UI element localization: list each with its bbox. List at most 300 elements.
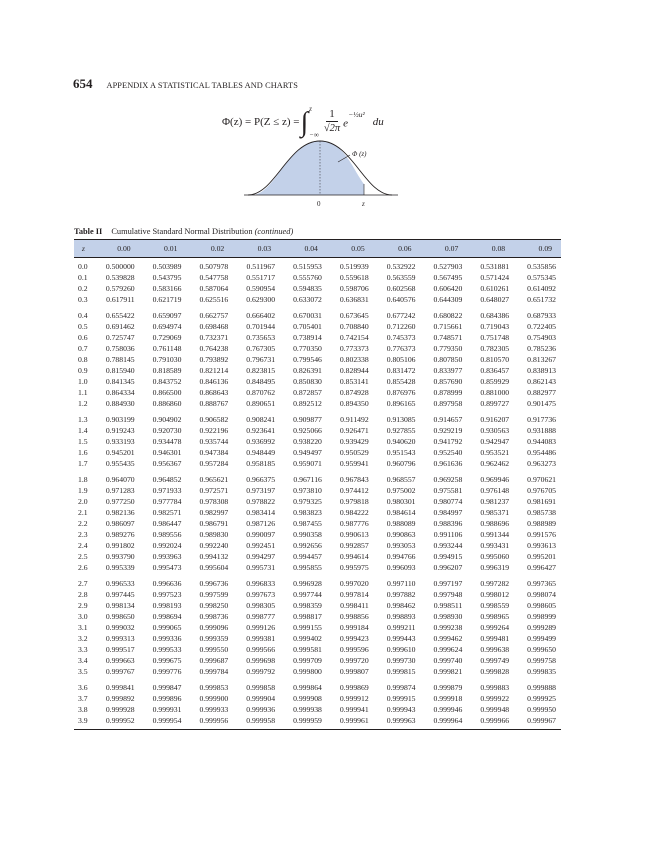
table-row [74,387,561,398]
probability-cell: 0.945201 [105,448,135,457]
probability-cell: 0.999963 [374,715,421,730]
probability-cell: 0.971933 [152,486,182,495]
probability-cell: 0.985371 [480,508,510,517]
probability-cell: 0.551717 [246,273,276,282]
table-row [74,398,561,409]
probability-cell: 0.968557 [386,475,416,484]
probability-cell: 0.946301 [152,448,182,457]
probability-cell: 0.963273 [527,459,556,468]
table-row [74,562,561,573]
column-header: 0.07 [421,240,468,258]
probability-cell: 0.773373 [339,344,369,353]
probability-cell: 0.579260 [105,284,135,293]
probability-cell: 0.934478 [152,437,182,446]
probability-cell: 0.999730 [386,656,416,665]
probability-cell: 0.925066 [293,426,322,435]
table-row [74,655,561,666]
probability-cell: 0.715661 [433,322,463,331]
z-value-cell: 2.7 [78,579,88,588]
probability-cell: 0.999883 [480,683,510,692]
probability-cell: 0.999423 [339,634,369,643]
probability-cell: 0.751748 [480,333,510,342]
z-value-cell: 3.5 [78,667,88,676]
probability-cell: 0.993790 [105,552,135,561]
probability-cell: 0.996736 [199,579,229,588]
probability-cell: 0.621719 [152,295,182,304]
probability-cell: 0.931888 [527,426,556,435]
probability-cell: 0.995060 [480,552,510,561]
table-row [74,294,561,305]
probability-cell: 0.999869 [339,683,369,692]
column-header: 0.08 [467,240,514,258]
probability-cell: 0.999687 [199,656,229,665]
probability-cell: 0.959071 [293,459,322,468]
probability-cell: 0.868643 [199,388,229,397]
probability-cell: 0.998893 [386,612,416,621]
probability-cell: 0.992024 [152,541,182,550]
probability-cell: 0.983414 [246,508,276,517]
table-row [74,258,561,273]
probability-cell: 0.999853 [199,683,229,692]
probability-cell: 0.866500 [152,388,182,397]
probability-cell: 0.761148 [152,344,182,353]
probability-cell: 0.876976 [386,388,416,397]
probability-cell: 0.993613 [527,541,556,550]
probability-cell: 0.999941 [339,705,369,714]
probability-cell: 0.793892 [199,355,229,364]
probability-cell: 0.644309 [433,295,463,304]
probability-cell: 0.909877 [293,415,322,424]
probability-cell: 0.999359 [199,634,229,643]
probability-cell: 0.904902 [152,415,182,424]
table-row [74,272,561,283]
z-value-cell: 1.7 [78,459,88,468]
probability-cell: 0.954486 [527,448,556,457]
probability-cell: 0.999289 [527,623,556,632]
z-value-cell: 3.4 [78,656,88,665]
column-header: 0.05 [327,240,374,258]
probability-cell: 0.999517 [105,645,135,654]
probability-cell: 0.908241 [246,415,276,424]
probability-cell: 0.999954 [140,715,187,730]
probability-cell: 0.999896 [152,694,182,703]
probability-cell: 0.884930 [105,399,135,408]
probability-cell: 0.999709 [293,656,322,665]
probability-cell: 0.999462 [433,634,463,643]
table-row [74,343,561,354]
probability-cell: 0.994457 [293,552,322,561]
probability-cell: 0.927855 [386,426,416,435]
probability-cell: 0.981237 [480,497,510,506]
probability-cell: 0.930563 [480,426,510,435]
probability-cell: 0.917736 [527,415,556,424]
probability-cell: 0.973810 [293,486,322,495]
probability-cell: 0.999784 [199,667,229,676]
normal-curve-figure [240,138,410,210]
column-header-z: z [74,240,93,258]
probability-cell: 0.999698 [246,656,276,665]
probability-cell: 0.916207 [480,415,510,424]
probability-cell: 0.503989 [152,262,182,271]
probability-cell: 0.999918 [433,694,463,703]
table-row [74,458,561,469]
probability-cell: 0.997882 [386,590,416,599]
probability-cell: 0.961636 [433,459,463,468]
probability-cell: 0.999211 [386,623,416,632]
probability-cell: 0.998411 [340,601,369,610]
probability-cell: 0.999720 [339,656,369,665]
probability-cell: 0.617911 [106,295,135,304]
probability-cell: 0.994766 [386,552,416,561]
probability-cell: 0.999888 [527,683,556,692]
probability-cell: 0.999961 [327,715,374,730]
probability-cell: 0.897958 [433,399,463,408]
probability-cell: 0.999184 [339,623,369,632]
probability-cell: 0.922196 [199,426,229,435]
probability-cell: 0.999943 [386,705,416,714]
probability-cell: 0.999402 [293,634,322,643]
probability-cell: 0.997445 [105,590,135,599]
probability-cell: 0.606420 [433,284,463,293]
probability-cell: 0.708840 [339,322,369,331]
z-value-cell: 1.5 [78,437,88,446]
table-row [74,677,561,693]
z-value-cell: 2.8 [78,590,88,599]
probability-cell: 0.996427 [527,563,556,572]
probability-cell: 0.978308 [199,497,229,506]
probability-cell: 0.813267 [527,355,556,364]
probability-cell: 0.990613 [339,530,369,539]
probability-cell: 0.984997 [433,508,463,517]
z-label: z [362,200,365,208]
probability-cell: 0.999864 [293,683,322,692]
probability-cell: 0.999596 [339,645,369,654]
table-row [74,693,561,704]
probability-cell: 0.956367 [152,459,182,468]
probability-cell: 0.610261 [480,284,510,293]
probability-cell: 0.519939 [339,262,369,271]
z-value-cell: 3.8 [78,705,88,714]
probability-cell: 0.583166 [152,284,182,293]
probability-cell: 0.995201 [527,552,556,561]
probability-cell: 0.914657 [433,415,463,424]
probability-cell: 0.999858 [246,683,276,692]
phi-label: Φ (z) [352,150,367,158]
table-row [74,283,561,294]
probability-cell: 0.999912 [339,694,369,703]
table-row [74,540,561,551]
probability-cell: 0.799546 [293,355,322,364]
probability-cell: 0.999841 [105,683,135,692]
probability-cell: 0.972571 [199,486,229,495]
probability-cell: 0.999624 [433,645,463,654]
probability-cell: 0.999499 [527,634,556,643]
z-value-cell: 0.8 [78,355,88,364]
probability-cell: 0.999936 [246,705,276,714]
probability-cell: 0.848495 [246,377,276,386]
probability-cell: 0.999126 [246,623,276,632]
probability-cell: 0.998074 [527,590,556,599]
probability-cell: 0.872857 [293,388,322,397]
probability-cell: 0.855428 [386,377,416,386]
column-header: 0.04 [280,240,327,258]
probability-cell: 0.991576 [527,530,556,539]
table-row [74,589,561,600]
probability-cell: 0.962462 [480,459,510,468]
z-value-cell: 0.4 [78,311,88,320]
probability-cell: 0.874928 [339,388,369,397]
z-value-cell: 3.6 [78,683,88,692]
upper-limit: z [309,105,312,113]
probability-cell: 0.796731 [246,355,276,364]
probability-cell: 0.999821 [433,667,463,676]
probability-cell: 0.998134 [105,601,135,610]
formula-lhs: Φ(z) = P(Z ≤ z) = [222,116,300,128]
probability-cell: 0.500000 [105,262,135,271]
probability-cell: 0.999749 [480,656,510,665]
table-row [74,332,561,343]
z-value-cell: 3.3 [78,645,88,654]
table-row [74,409,561,425]
probability-cell: 0.853141 [339,377,369,386]
probability-cell: 0.982136 [105,508,135,517]
probability-cell: 0.999032 [105,623,135,632]
probability-cell: 0.864334 [105,388,135,397]
probability-cell: 0.987126 [246,519,276,528]
probability-cell: 0.691462 [105,322,135,331]
probability-cell: 0.567495 [433,273,463,282]
probability-cell: 0.999650 [527,645,556,654]
table-caption: Cumulative Standard Normal Distribution [111,227,253,236]
table-row [74,365,561,376]
probability-cell: 0.843752 [152,377,182,386]
table-body [74,258,561,730]
probability-cell: 0.990863 [386,530,416,539]
probability-cell: 0.976148 [480,486,510,495]
probability-cell: 0.535856 [527,262,556,271]
table-row [74,485,561,496]
z-value-cell: 2.4 [78,541,88,550]
probability-cell: 0.942947 [480,437,510,446]
probability-cell: 0.997673 [246,590,276,599]
probability-cell: 0.996319 [480,563,510,572]
probability-cell: 0.779350 [433,344,463,353]
table-row [74,600,561,611]
fraction-numerator: 1 [326,108,338,122]
probability-cell: 0.705401 [293,322,322,331]
probability-cell: 0.732371 [199,333,229,342]
probability-cell: 0.982997 [199,508,229,517]
probability-cell: 0.841345 [105,377,135,386]
probability-cell: 0.991344 [480,530,510,539]
z-value-cell: 2.3 [78,530,88,539]
cumulative-normal-table [74,239,561,730]
probability-cell: 0.913085 [386,415,416,424]
probability-cell: 0.967843 [339,475,369,484]
probability-cell: 0.999933 [199,705,229,714]
probability-cell: 0.788145 [105,355,135,364]
z-value-cell: 0.0 [78,262,88,271]
table-row [74,436,561,447]
probability-cell: 0.994915 [433,552,463,561]
probability-cell: 0.957284 [199,459,229,468]
probability-cell: 0.988696 [480,519,510,528]
probability-cell: 0.587064 [199,284,229,293]
probability-cell: 0.995604 [199,563,229,572]
probability-cell: 0.995731 [246,563,276,572]
probability-cell: 0.958185 [246,459,276,468]
normalizing-fraction [324,108,340,136]
probability-cell: 0.999566 [246,645,276,654]
table-row [74,633,561,644]
probability-cell: 0.998694 [152,612,182,621]
table-row [74,551,561,562]
probability-cell: 0.764238 [199,344,229,353]
probability-cell: 0.989830 [199,530,229,539]
probability-cell: 0.999828 [480,667,510,676]
probability-cell: 0.698468 [199,322,229,331]
z-value-cell: 1.4 [78,426,88,435]
z-value-cell: 3.2 [78,634,88,643]
table-row [74,425,561,436]
probability-cell: 0.802338 [339,355,369,364]
probability-cell: 0.999336 [152,634,182,643]
probability-cell: 0.999792 [246,667,276,676]
probability-cell: 0.999758 [527,656,556,665]
probability-cell: 0.999956 [186,715,233,730]
probability-cell: 0.969258 [433,475,463,484]
probability-cell: 0.980301 [386,497,416,506]
probability-cell: 0.999533 [152,645,182,654]
probability-cell: 0.886860 [152,399,182,408]
probability-cell: 0.782305 [480,344,510,353]
probability-cell: 0.944083 [527,437,556,446]
probability-cell: 0.933193 [105,437,135,446]
column-header: 0.06 [374,240,421,258]
probability-cell: 0.846136 [199,377,229,386]
probability-cell: 0.998605 [527,601,556,610]
probability-cell: 0.701944 [246,322,276,331]
probability-cell: 0.949497 [293,448,322,457]
probability-cell: 0.999481 [480,634,510,643]
probability-cell: 0.625516 [199,295,229,304]
probability-cell: 0.995339 [105,563,135,572]
probability-cell: 0.969946 [480,475,510,484]
probability-cell: 0.998777 [246,612,276,621]
probability-cell: 0.997282 [480,579,510,588]
z-value-cell: 2.9 [78,601,88,610]
table-row [74,715,561,730]
probability-cell: 0.673645 [339,311,369,320]
probability-cell: 0.973197 [246,486,276,495]
z-value-cell: 2.5 [78,552,88,561]
probability-cell: 0.999807 [339,667,369,676]
probability-cell: 0.999928 [105,705,135,714]
probability-cell: 0.983823 [293,508,322,517]
probability-cell: 0.978822 [246,497,276,506]
probability-cell: 0.999675 [152,656,182,665]
table-row [74,704,561,715]
probability-cell: 0.979818 [339,497,369,506]
probability-cell: 0.984614 [386,508,416,517]
table-row [74,305,561,321]
probability-cell: 0.810570 [480,355,510,364]
probability-cell: 0.996928 [293,579,322,588]
probability-cell: 0.543795 [152,273,182,282]
lower-limit: −∞ [309,131,319,139]
probability-cell: 0.670031 [293,311,322,320]
probability-cell: 0.977250 [105,497,135,506]
probability-cell: 0.995975 [339,563,369,572]
probability-cell: 0.999922 [480,694,510,703]
z-value-cell: 2.0 [78,497,88,506]
probability-cell: 0.850830 [293,377,322,386]
probability-cell: 0.975002 [386,486,416,495]
probability-cell: 0.999952 [93,715,140,730]
probability-cell: 0.677242 [386,311,416,320]
exp-base: e [343,117,349,130]
probability-cell: 0.997599 [199,590,229,599]
probability-cell: 0.999767 [105,667,135,676]
probability-cell: 0.997523 [152,590,182,599]
table-row [74,354,561,365]
probability-cell: 0.575345 [527,273,556,282]
probability-cell: 0.987455 [293,519,322,528]
probability-cell: 0.998250 [199,601,229,610]
probability-cell: 0.636831 [339,295,369,304]
probability-cell: 0.655422 [105,311,135,320]
probability-cell: 0.571424 [480,273,510,282]
probability-cell: 0.988989 [527,519,556,528]
page-number: 654 [73,76,93,91]
z-value-cell: 1.8 [78,475,88,484]
probability-cell: 0.998650 [105,612,135,621]
probability-cell: 0.998965 [480,612,510,621]
probability-cell: 0.903199 [105,415,135,424]
probability-cell: 0.999238 [433,623,463,632]
probability-cell: 0.999663 [105,656,135,665]
probability-cell: 0.999610 [386,645,416,654]
z-value-cell: 1.1 [78,388,88,397]
probability-cell: 0.511967 [246,262,276,271]
exp-exponent: −½u² [348,109,365,119]
column-header: 0.09 [514,240,561,258]
probability-cell: 0.996207 [433,563,463,572]
probability-cell: 0.998193 [152,601,182,610]
column-header: 0.00 [93,240,140,258]
probability-cell: 0.878999 [433,388,463,397]
probability-cell: 0.687933 [527,311,556,320]
probability-cell: 0.531881 [480,262,510,271]
probability-cell: 0.999958 [233,715,280,730]
table-row [74,507,561,518]
probability-cell: 0.997197 [433,579,463,588]
probability-cell: 0.602568 [386,284,416,293]
probability-cell: 0.926471 [339,426,369,435]
table-row [74,644,561,655]
probability-cell: 0.894350 [339,399,369,408]
probability-cell: 0.998511 [433,601,463,610]
probability-cell: 0.999948 [480,705,510,714]
probability-cell: 0.515953 [293,262,322,271]
z-value-cell: 1.3 [78,415,88,424]
probability-cell: 0.992451 [246,541,276,550]
probability-cell: 0.590954 [246,284,276,293]
probability-cell: 0.955435 [105,459,135,468]
probability-cell: 0.986791 [199,519,229,528]
probability-cell: 0.892512 [293,399,322,408]
probability-cell: 0.997814 [339,590,369,599]
